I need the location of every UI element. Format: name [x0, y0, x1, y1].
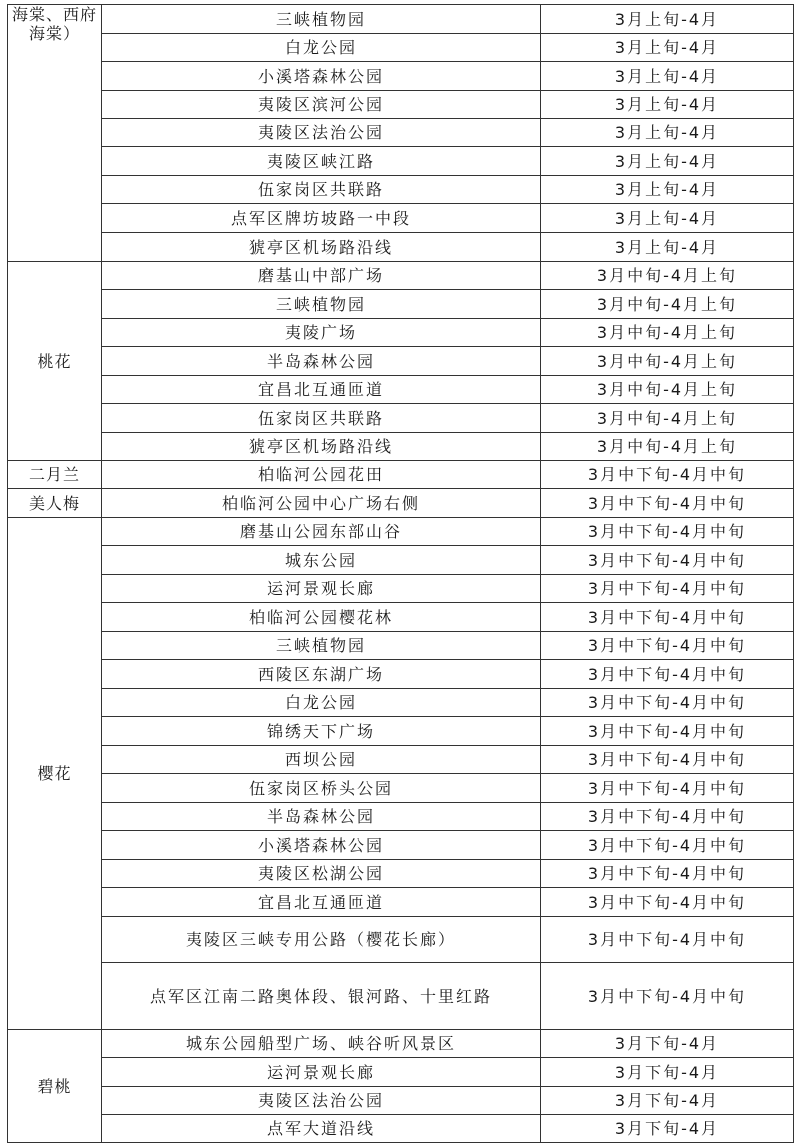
location-cell: 柏临河公园樱花林 [102, 603, 541, 632]
location-cell: 夷陵广场 [102, 319, 541, 347]
table-row [8, 689, 794, 717]
table-row [8, 603, 794, 632]
location-cell: 点军大道沿线 [102, 1115, 541, 1143]
table-row [8, 404, 794, 433]
bloom-period-cell: 3月中下旬-4月中旬 [541, 888, 794, 917]
bloom-period-cell: 3月中下旬-4月中旬 [541, 660, 794, 689]
location-cell: 城东公园船型广场、峡谷听风景区 [102, 1030, 541, 1058]
location-cell: 半岛森林公园 [102, 347, 541, 376]
bloom-period-cell: 3月中下旬-4月中旬 [541, 963, 794, 1030]
bloom-period-cell: 3月中下旬-4月中旬 [541, 632, 794, 660]
location-cell: 柏临河公园花田 [102, 461, 541, 489]
bloom-period-cell: 3月下旬-4月 [541, 1058, 794, 1087]
bloom-period-cell: 3月上旬-4月 [541, 204, 794, 233]
bloom-period-cell: 3月中旬-4月上旬 [541, 347, 794, 376]
table-row [8, 147, 794, 176]
bloom-period-cell: 3月上旬-4月 [541, 5, 794, 34]
bloom-period-cell: 3月中旬-4月上旬 [541, 319, 794, 347]
location-cell: 城东公园 [102, 546, 541, 575]
table-row [8, 746, 794, 774]
flower-type-cell: 二月兰 [8, 461, 102, 489]
bloom-period-cell: 3月中旬-4月上旬 [541, 404, 794, 433]
bloom-period-cell: 3月中下旬-4月中旬 [541, 774, 794, 803]
location-cell: 宜昌北互通匝道 [102, 888, 541, 917]
location-cell: 点军区牌坊坡路一中段 [102, 204, 541, 233]
bloom-period-cell: 3月上旬-4月 [541, 147, 794, 176]
table-row [8, 575, 794, 603]
bloom-period-cell: 3月上旬-4月 [541, 62, 794, 91]
table-row [8, 1058, 794, 1087]
flower-viewing-schedule-table [7, 4, 794, 1143]
bloom-period-cell: 3月上旬-4月 [541, 34, 794, 62]
table-row [8, 632, 794, 660]
table-row [8, 262, 794, 290]
flower-type-cell: 桃花 [8, 262, 102, 461]
location-cell: 运河景观长廊 [102, 1058, 541, 1087]
location-cell: 伍家岗区桥头公园 [102, 774, 541, 803]
location-cell: 夷陵区滨河公园 [102, 91, 541, 119]
bloom-period-cell: 3月上旬-4月 [541, 233, 794, 262]
table-row [8, 660, 794, 689]
flower-type-cell: 碧桃 [8, 1030, 102, 1143]
location-cell: 点军区江南二路奥体段、银河路、十里红路 [102, 963, 541, 1030]
location-cell: 猇亭区机场路沿线 [102, 233, 541, 262]
location-cell: 白龙公园 [102, 689, 541, 717]
table-row [8, 963, 794, 1030]
table-row [8, 347, 794, 376]
flower-type-cell: 海棠、西府海棠） [8, 5, 102, 262]
location-cell: 夷陵区法治公园 [102, 119, 541, 147]
table-body [8, 5, 794, 1143]
table-row [8, 803, 794, 831]
bloom-period-cell: 3月中下旬-4月中旬 [541, 689, 794, 717]
location-cell: 小溪塔森林公园 [102, 831, 541, 860]
bloom-period-cell: 3月中下旬-4月中旬 [541, 461, 794, 489]
table-row [8, 34, 794, 62]
table-row [8, 1030, 794, 1058]
bloom-period-cell: 3月中下旬-4月中旬 [541, 518, 794, 546]
bloom-period-cell: 3月上旬-4月 [541, 91, 794, 119]
location-cell: 夷陵区三峡专用公路（樱花长廊） [102, 917, 541, 963]
bloom-period-cell: 3月中旬-4月上旬 [541, 433, 794, 461]
table-row [8, 461, 794, 489]
table-row [8, 176, 794, 204]
table-row [8, 717, 794, 746]
flower-type-cell: 樱花 [8, 518, 102, 1030]
location-cell: 夷陵区法治公园 [102, 1087, 541, 1115]
bloom-period-cell: 3月中下旬-4月中旬 [541, 717, 794, 746]
location-cell: 磨基山中部广场 [102, 262, 541, 290]
table-row [8, 546, 794, 575]
bloom-period-cell: 3月中下旬-4月中旬 [541, 603, 794, 632]
location-cell: 伍家岗区共联路 [102, 176, 541, 204]
table-row [8, 433, 794, 461]
bloom-period-cell: 3月中下旬-4月中旬 [541, 546, 794, 575]
location-cell: 三峡植物园 [102, 632, 541, 660]
bloom-period-cell: 3月中旬-4月上旬 [541, 290, 794, 319]
table-row [8, 204, 794, 233]
location-cell: 宜昌北互通匝道 [102, 376, 541, 404]
table-row [8, 860, 794, 888]
bloom-period-cell: 3月中旬-4月上旬 [541, 376, 794, 404]
table-row [8, 1115, 794, 1143]
bloom-period-cell: 3月中下旬-4月中旬 [541, 575, 794, 603]
location-cell: 柏临河公园中心广场右侧 [102, 489, 541, 518]
table-row [8, 831, 794, 860]
table-row [8, 774, 794, 803]
bloom-period-cell: 3月中旬-4月上旬 [541, 262, 794, 290]
location-cell: 磨基山公园东部山谷 [102, 518, 541, 546]
bloom-period-cell: 3月下旬-4月 [541, 1030, 794, 1058]
location-cell: 半岛森林公园 [102, 803, 541, 831]
location-cell: 锦绣天下广场 [102, 717, 541, 746]
bloom-period-cell: 3月下旬-4月 [541, 1087, 794, 1115]
location-cell: 运河景观长廊 [102, 575, 541, 603]
location-cell: 白龙公园 [102, 34, 541, 62]
location-cell: 夷陵区峡江路 [102, 147, 541, 176]
location-cell: 西陵区东湖广场 [102, 660, 541, 689]
table-row [8, 489, 794, 518]
bloom-period-cell: 3月中下旬-4月中旬 [541, 831, 794, 860]
bloom-period-cell: 3月上旬-4月 [541, 119, 794, 147]
location-cell: 西坝公园 [102, 746, 541, 774]
bloom-period-cell: 3月中下旬-4月中旬 [541, 803, 794, 831]
location-cell: 三峡植物园 [102, 5, 541, 34]
bloom-period-cell: 3月中下旬-4月中旬 [541, 746, 794, 774]
table-row [8, 290, 794, 319]
location-cell: 三峡植物园 [102, 290, 541, 319]
location-cell: 小溪塔森林公园 [102, 62, 541, 91]
bloom-period-cell: 3月上旬-4月 [541, 176, 794, 204]
bloom-period-cell: 3月中下旬-4月中旬 [541, 860, 794, 888]
table-row [8, 917, 794, 963]
location-cell: 夷陵区松湖公园 [102, 860, 541, 888]
table-row [8, 5, 794, 34]
table-row [8, 91, 794, 119]
bloom-period-cell: 3月下旬-4月 [541, 1115, 794, 1143]
bloom-period-cell: 3月中下旬-4月中旬 [541, 917, 794, 963]
table-row [8, 119, 794, 147]
location-cell: 伍家岗区共联路 [102, 404, 541, 433]
table-row [8, 233, 794, 262]
location-cell: 猇亭区机场路沿线 [102, 433, 541, 461]
table-row [8, 1087, 794, 1115]
table-row [8, 518, 794, 546]
table-row [8, 62, 794, 91]
table-row [8, 888, 794, 917]
bloom-period-cell: 3月中下旬-4月中旬 [541, 489, 794, 518]
table-row [8, 376, 794, 404]
flower-type-cell: 美人梅 [8, 489, 102, 518]
table-row [8, 319, 794, 347]
